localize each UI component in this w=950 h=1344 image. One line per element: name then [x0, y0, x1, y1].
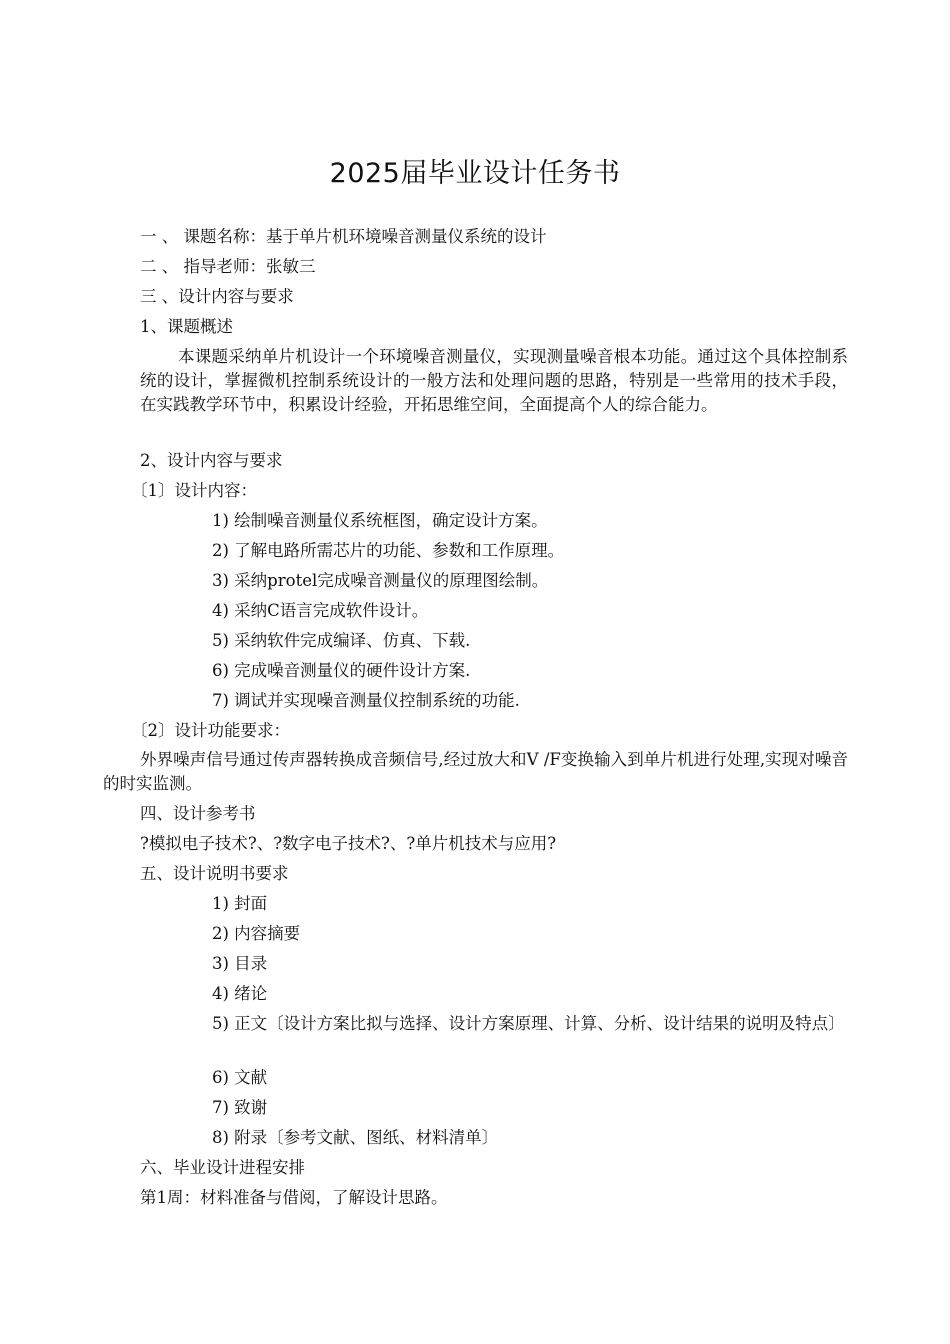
- schedule-week-1: 第1周：材料准备与借阅，了解设计思路。: [140, 1188, 448, 1207]
- document-title: 2025届毕业设计任务书: [329, 158, 621, 189]
- function-requirements-label: 〔2〕设计功能要求：: [131, 721, 290, 740]
- spec-item: 6) 文献: [212, 1068, 268, 1087]
- section-schedule-heading: 六、毕业设计进程安排: [140, 1158, 305, 1177]
- section-references-heading: 四、设计参考书: [140, 804, 256, 823]
- spec-item: 4) 绪论: [212, 984, 268, 1003]
- design-item: 5) 采纳软件完成编译、仿真、下载.: [212, 631, 471, 650]
- subsection-content-heading: 2、设计内容与要求: [140, 451, 283, 470]
- design-item: 7) 调试并实现噪音测量仪控制系统的功能.: [212, 691, 520, 710]
- design-content-label: 〔1〕设计内容：: [131, 481, 257, 500]
- design-item: 1) 绘制噪音测量仪系统框图，确定设计方案。: [212, 511, 548, 530]
- spec-item: 3) 目录: [212, 954, 268, 973]
- spec-item: 1) 封面: [212, 894, 268, 913]
- design-item: 2) 了解电路所需芯片的功能、参数和工作原理。: [212, 541, 565, 560]
- design-item: 6) 完成噪音测量仪的硬件设计方案.: [212, 661, 471, 680]
- section-design-heading: 三 、设计内容与要求: [140, 287, 294, 306]
- spec-item-main-body: 5) 正文〔设计方案比拟与选择、设计方案原理、计算、分析、设计结果的说明及特点〕: [212, 1014, 845, 1033]
- section-topic-name: 一 、 课题名称：基于单片机环境噪音测量仪系统的设计: [140, 227, 547, 246]
- section-spec-heading: 五、设计说明书要求: [140, 864, 289, 883]
- overview-paragraph: 本课题采纳单片机设计一个环境噪音测量仪，实现测量噪音根本功能。通过这个具体控制系统的设计，掌握微机控制系统设计的一般方法和处理问题的思路，特别是一些常用的技术手段，在实践教学环节中，积累设计经验，开拓思维空间，全面提高个人的综合能力。: [140, 347, 848, 414]
- section-advisor: 二 、 指导老师：张敏三: [140, 257, 316, 276]
- design-item: 4) 采纳C语言完成软件设计。: [212, 601, 429, 620]
- function-requirements-paragraph: 外界噪声信号通过传声器转换成音频信号,经过放大和V /F变换输入到单片机进行处理,实现对噪音的时实监测。: [103, 750, 848, 793]
- spec-item: 2) 内容摘要: [212, 924, 301, 943]
- design-item: 3) 采纳protel完成噪音测量仪的原理图绘制。: [212, 571, 549, 590]
- references-list: ?模拟电子技术?、?数字电子技术?、?单片机技术与应用?: [140, 834, 557, 853]
- subsection-overview-heading: 1、课题概述: [140, 317, 233, 336]
- spec-item: 7) 致谢: [212, 1098, 268, 1117]
- spec-item: 8) 附录〔参考文献、图纸、材料清单〕: [212, 1128, 499, 1147]
